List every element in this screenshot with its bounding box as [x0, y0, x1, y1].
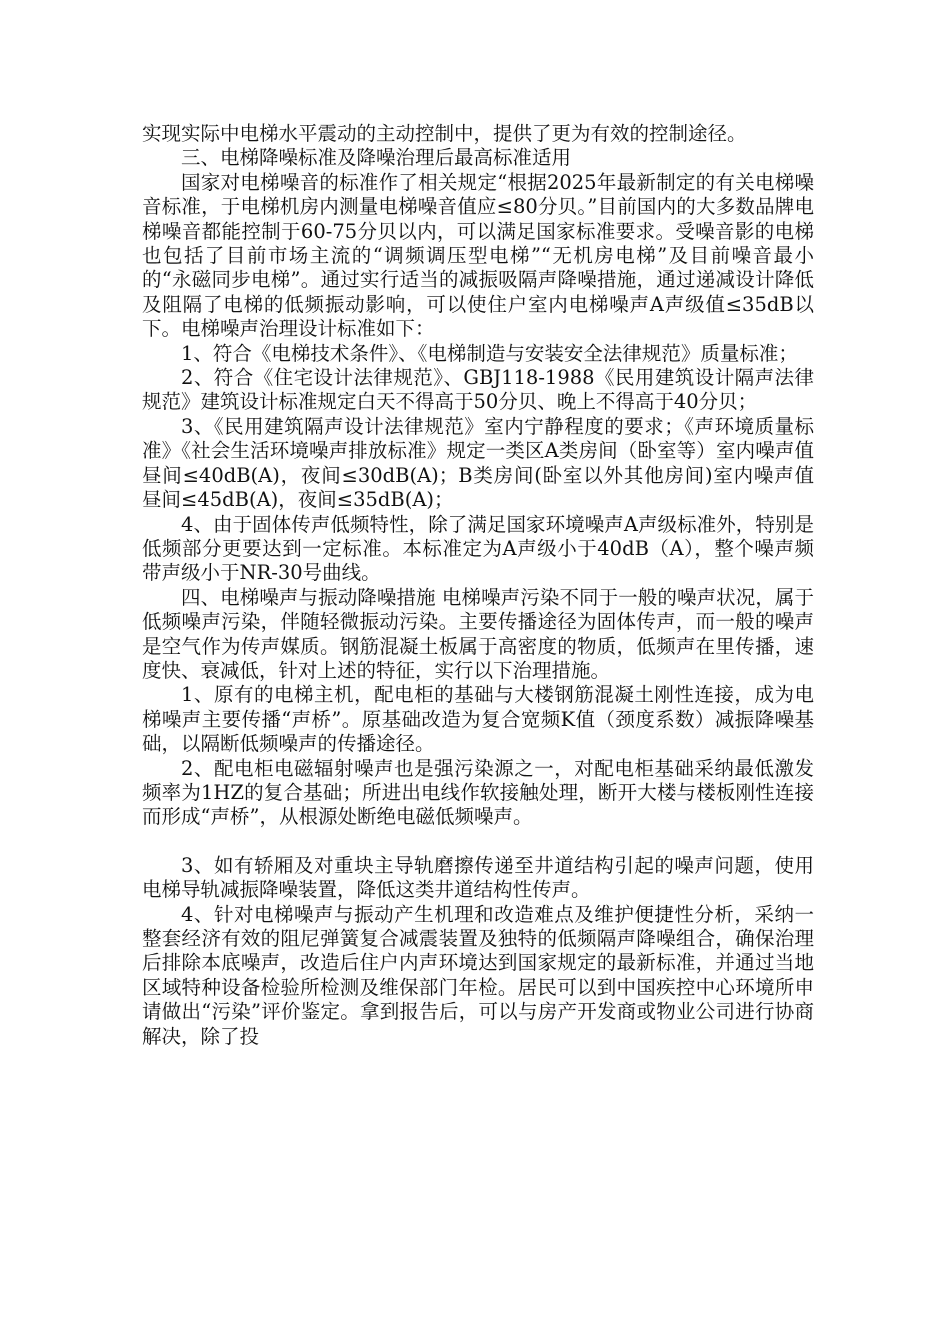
section-heading-4: 四、电梯噪声与振动降噪措施 电梯噪声污染不同于一般的噪声状况，属于低频噪声污染，伴随轻微振动污染。主要传播途径为固体传声，而一般的噪声是空气作为传声媒质。钢筋混凝土板属于高密度的物质，低频声在里传播，速度快、衰减低，针对上述的特征，实行以下治理措施。 [142, 585, 814, 682]
list-item-measure-3: 3、如有轿厢及对重块主导轨磨擦传递至井道结构引起的噪声问题，使用电梯导轨减振降噪装置，降低这类井道结构性传声。 [142, 853, 814, 902]
list-item-standard-1: 1、符合《电梯技术条件》、《电梯制造与安装安全法律规范》质量标准； [181, 341, 798, 365]
list-item-measure-1: 1、原有的电梯主机，配电柜的基础与大楼钢筋混凝土刚性连接，成为电梯噪声主要传播“声桥”。原基础改造为复合宽频K值（颈度系数）减振降噪基础，以隔断低频噪声的传播途径。 [142, 683, 814, 756]
list-item-standard-3: 3、《民用建筑隔声设计法律规范》室内宁静程度的要求；《声环境质量标准》《社会生活环境噪声排放标准》规定一类区A类房间（卧室等）室内噪声值昼间≤40dB(A)，夜间≤30dB(A)；B类房间(卧室以外其他房间)室内噪声值昼间≤45dB(A)，夜间≤35dB(A)； [142, 414, 814, 512]
paragraph-noise-standard: 国家对电梯噪音的标准作了相关规定“根据2025年最新制定的有关电梯噪音标准，于电梯机房内测量电梯噪音值应≤80分贝。”目前国内的大多数品牌电梯噪音都能控制于60-75分贝以内，可以满足国家标准要求。受噪音影的电梯也包括了目前市场主流的“调频调压型电梯”“无机房电梯”及目前噪音最小的“永磁同步电梯”。通过实行适当的减振吸隔声降噪措施，通过递减设计降低及阻隔了电梯的低频振动影响，可以使住户室内电梯噪声A声级值≤35dB以下。电梯噪声治理设计标准如下： [142, 170, 814, 341]
blank-line [142, 830, 814, 854]
paragraph-1: 实现实际中电梯水平震动的主动控制中，提供了更为有效的控制途径。 [142, 122, 747, 145]
list-item-standard-4: 4、由于固体传声低频特性，除了满足国家环境噪声A声级标准外，特别是低频部分更要达到一定标准。本标准定为A声级小于40dB（A），整个噪声频带声级小于NR-30号曲线。 [142, 512, 814, 585]
list-item-measure-2: 2、配电柜电磁辐射噪声也是强污染源之一，对配电柜基础采纳最低激发频率为1HZ的复合基础；所进出电线作软接触处理，断开大楼与楼板刚性连接而形成“声桥”，从根源处断绝电磁低频噪声。 [142, 756, 814, 829]
document-page [142, 122, 814, 1049]
section-heading-3: 三、电梯降噪标准及降噪治理后最高标准适用 [181, 146, 572, 170]
list-item-standard-2: 2、符合《住宅设计法律规范》、GBJ118-1988《民用建筑设计隔声法律规范》建筑设计标准规定白天不得高于50分贝、晚上不得高于40分贝； [142, 366, 814, 414]
list-item-measure-4: 4、针对电梯噪声与振动产生机理和改造难点及维护便捷性分析，采纳一整套经济有效的阻尼弹簧复合减震装置及独特的低频隔声降噪组合，确保治理后排除本底噪声，改造后住户内声环境达到国家规定的最新标准，并通过当地区域特种设备检验所检测及维保部门年检。居民可以到中国疾控中心环境所申请做出“污染”评价鉴定。拿到报告后，可以与房产开发商或物业公司进行协商解决，除了投 [142, 902, 814, 1048]
